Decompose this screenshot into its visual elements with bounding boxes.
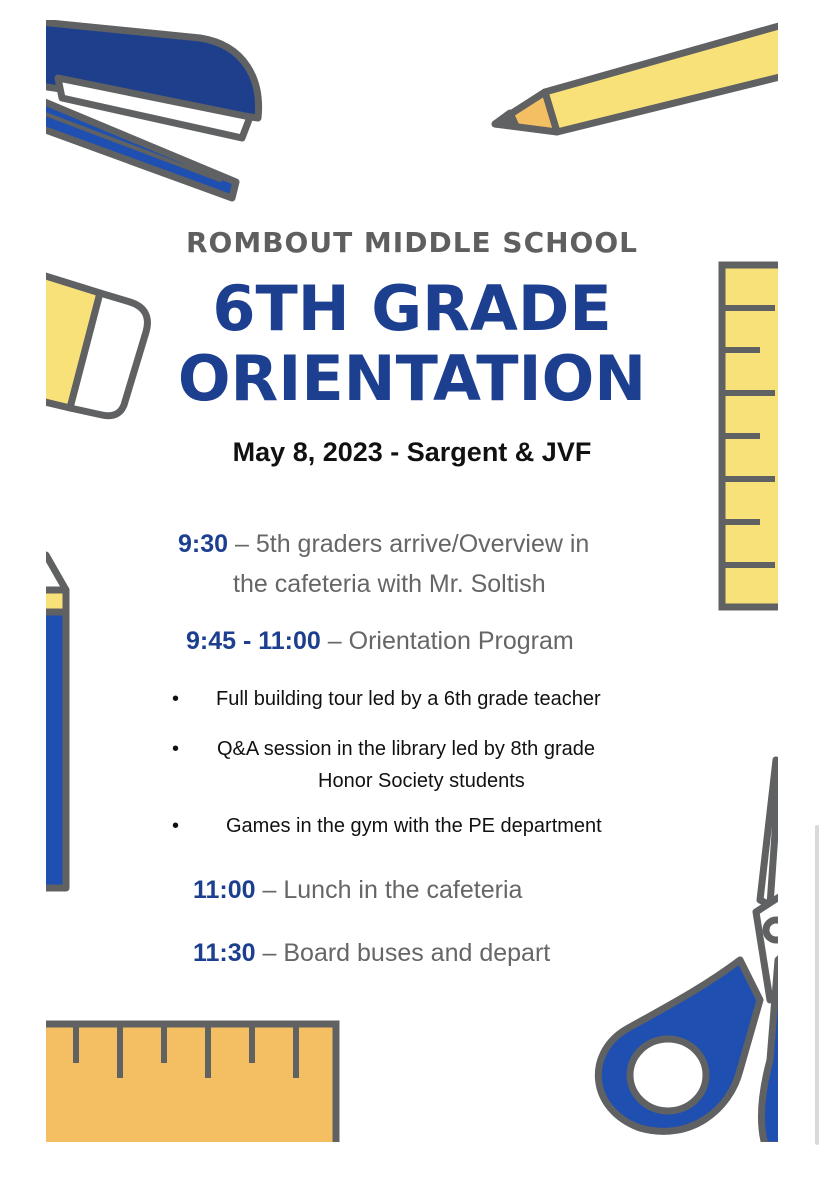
program-item-text-continued: Honor Society students: [318, 770, 525, 792]
schedule-text: Board buses and depart: [283, 939, 551, 967]
bullet-point: •: [172, 738, 180, 760]
program-item-text: Full building tour led by a 6th grade teacher: [216, 688, 601, 710]
schedule-time: 9:45 - 11:00: [186, 627, 321, 655]
title-line-2: ORIENTATION: [177, 342, 647, 415]
title-line-1: 6TH GRADE: [212, 272, 612, 345]
schedule-separator: –: [255, 939, 284, 967]
schedule-item: [193, 939, 550, 968]
program-item-text: Q&A session in the library led by 8th grade: [217, 738, 595, 760]
schedule-text: 5th graders arrive/Overview in: [255, 530, 590, 558]
bullet-point: •: [172, 688, 180, 710]
schedule-item: [178, 530, 589, 559]
program-item-text: Games in the gym with the PE department: [226, 815, 602, 837]
bullet-point: •: [172, 815, 180, 837]
schedule-time: 11:30: [193, 939, 256, 967]
schedule-text-continued: the cafeteria with Mr. Soltish: [233, 570, 546, 598]
event-date: May 8, 2023 - Sargent & JVF: [232, 437, 592, 467]
schedule-separator: –: [228, 530, 256, 558]
schedule-time: 11:00: [193, 876, 256, 904]
schedule-text: Lunch in the cafeteria: [283, 876, 523, 904]
schedule-item: [193, 876, 522, 905]
school-name: ROMBOUT MIDDLE SCHOOL: [185, 226, 639, 259]
schedule-separator: –: [255, 876, 284, 904]
schedule-separator: –: [320, 627, 349, 655]
schedule-time: 9:30: [178, 530, 229, 558]
schedule-text: Orientation Program: [348, 627, 574, 655]
schedule-item: [186, 627, 574, 656]
